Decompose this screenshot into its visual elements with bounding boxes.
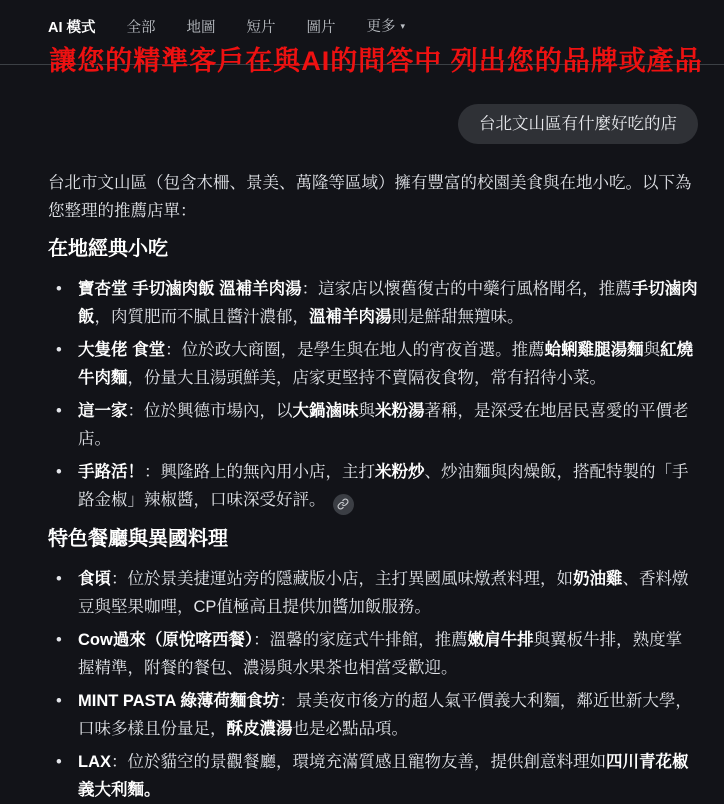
body-text: 、香料燉豆與堅果咖哩，CP值極高且提供加醬加飯服務。: [78, 569, 689, 616]
body-text: 與翼板牛排，熟度掌握精準，附餐的餐包、濃湯與水果茶也相當受歡迎。: [78, 630, 683, 677]
ad-banner-text: 讓您的精準客戶在與AI的問答中 列出您的品牌或產品: [49, 46, 703, 76]
highlighted-text: 寶杏堂 手切滷肉飯 溫補羊肉湯: [78, 280, 302, 298]
recommendation-item: [48, 458, 698, 515]
recommendation-item: [48, 748, 698, 804]
highlighted-text: 紅燒牛肉麵: [78, 341, 694, 387]
tab-更多[interactable]: 更多 ▾: [367, 17, 406, 39]
answer-intro: 台北市文山區（包含木柵、景美、萬隆等區域）擁有豐富的校園美食與在地小吃。以下為您整理的推薦店單：: [48, 174, 692, 220]
highlighted-text: 大鍋滷味: [292, 402, 359, 420]
body-text: 著稱，是深受在地居民喜愛的平價老店。: [78, 402, 689, 448]
highlighted-text: 奶油雞: [573, 569, 623, 588]
body-text: ：位於政大商圈，是學生與在地人的宵夜首選。推薦: [165, 341, 545, 359]
tab-AI 模式[interactable]: AI 模式: [48, 19, 96, 36]
recommendation-list: [48, 565, 698, 804]
body-text: ：景美夜市後方的超人氣平價義大利麵，鄰近世新大學，口味多樣且份量足，: [78, 691, 692, 738]
search-tabs: [0, 0, 724, 39]
tab-短片[interactable]: 短片: [246, 19, 276, 36]
ai-answer: [0, 144, 724, 804]
body-text: 與: [358, 402, 375, 420]
search-header: [0, 0, 724, 87]
recommendation-item: [48, 275, 698, 331]
body-text: 、炒油麵與肉燥飯，搭配特製的「手路金椒」辣椒醬，口味深受好評。: [78, 463, 689, 509]
body-text: ，份量大且湯頭鮮美，店家更堅持不賣隔夜食物，常有招待小菜。: [127, 369, 606, 387]
tab-全部[interactable]: 全部: [126, 19, 156, 36]
highlighted-text: 嫩肩牛排: [467, 630, 534, 649]
recommendation-item: [48, 687, 698, 743]
highlighted-text: 手路活！: [78, 463, 144, 481]
body-text: 也是必點品項。: [292, 719, 408, 738]
query-row: [0, 87, 724, 144]
highlighted-text: 食頃: [78, 569, 111, 588]
body-text: ：位於景美捷運站旁的隱藏版小店，主打異國風味燉煮料理，如: [111, 569, 573, 588]
body-text: ：位於貓空的景觀餐廳，環境充滿質感且寵物友善，提供創意料理如: [111, 752, 606, 771]
recommendation-item: [48, 565, 698, 621]
highlighted-text: MINT PASTA 綠薄荷麵食坊: [78, 691, 280, 710]
recommendation-item: [48, 397, 698, 453]
tab-地圖[interactable]: 地圖: [186, 19, 216, 36]
section-heading: 特色餐廳與異國料理: [48, 527, 228, 550]
highlighted-text: LAX: [78, 752, 111, 771]
recommendation-list: [48, 275, 698, 515]
highlighted-text: 米粉湯: [375, 402, 425, 420]
user-query-bubble[interactable]: 台北文山區有什麼好吃的店: [458, 104, 698, 144]
answer-sections: [48, 237, 698, 804]
ai-mode-main: [0, 87, 724, 804]
body-text: ：溫馨的家庭式牛排館，推薦: [253, 630, 468, 649]
banner-zone: [0, 45, 724, 87]
highlighted-text: 酥皮濃湯: [226, 719, 293, 738]
body-text: 則是鮮甜無羶味。: [391, 308, 524, 326]
body-text: ：這家店以懷舊復古的中藥行風格聞名，推薦: [301, 280, 632, 298]
body-text: ：興隆路上的無內用小店，主打: [144, 463, 375, 481]
highlighted-text: 米粉炒: [375, 463, 425, 481]
chevron-down-icon: ▾: [400, 21, 406, 31]
body-text: ，肉質肥而不膩且醬汁濃郁，: [94, 308, 309, 326]
highlighted-text: Cow過來（原悅喀西餐）: [78, 630, 254, 649]
body-text: 與: [643, 341, 661, 359]
body-text: ：位於興德市場內，以: [127, 402, 293, 420]
recommendation-item: [48, 336, 698, 392]
section-heading: 在地經典小吃: [48, 238, 168, 260]
highlighted-text: 四川青花椒義大利麵。: [78, 752, 689, 799]
highlighted-text: 溫補羊肉湯: [309, 308, 392, 326]
highlighted-text: 大隻佬 食堂: [78, 341, 166, 359]
link-icon[interactable]: [333, 494, 354, 515]
highlighted-text: 這一家: [78, 402, 128, 420]
highlighted-text: 手切滷肉飯: [78, 280, 698, 326]
tab-圖片[interactable]: 圖片: [306, 19, 336, 36]
highlighted-text: 蛤蜊雞腿湯麵: [544, 341, 644, 359]
recommendation-item: [48, 626, 698, 682]
